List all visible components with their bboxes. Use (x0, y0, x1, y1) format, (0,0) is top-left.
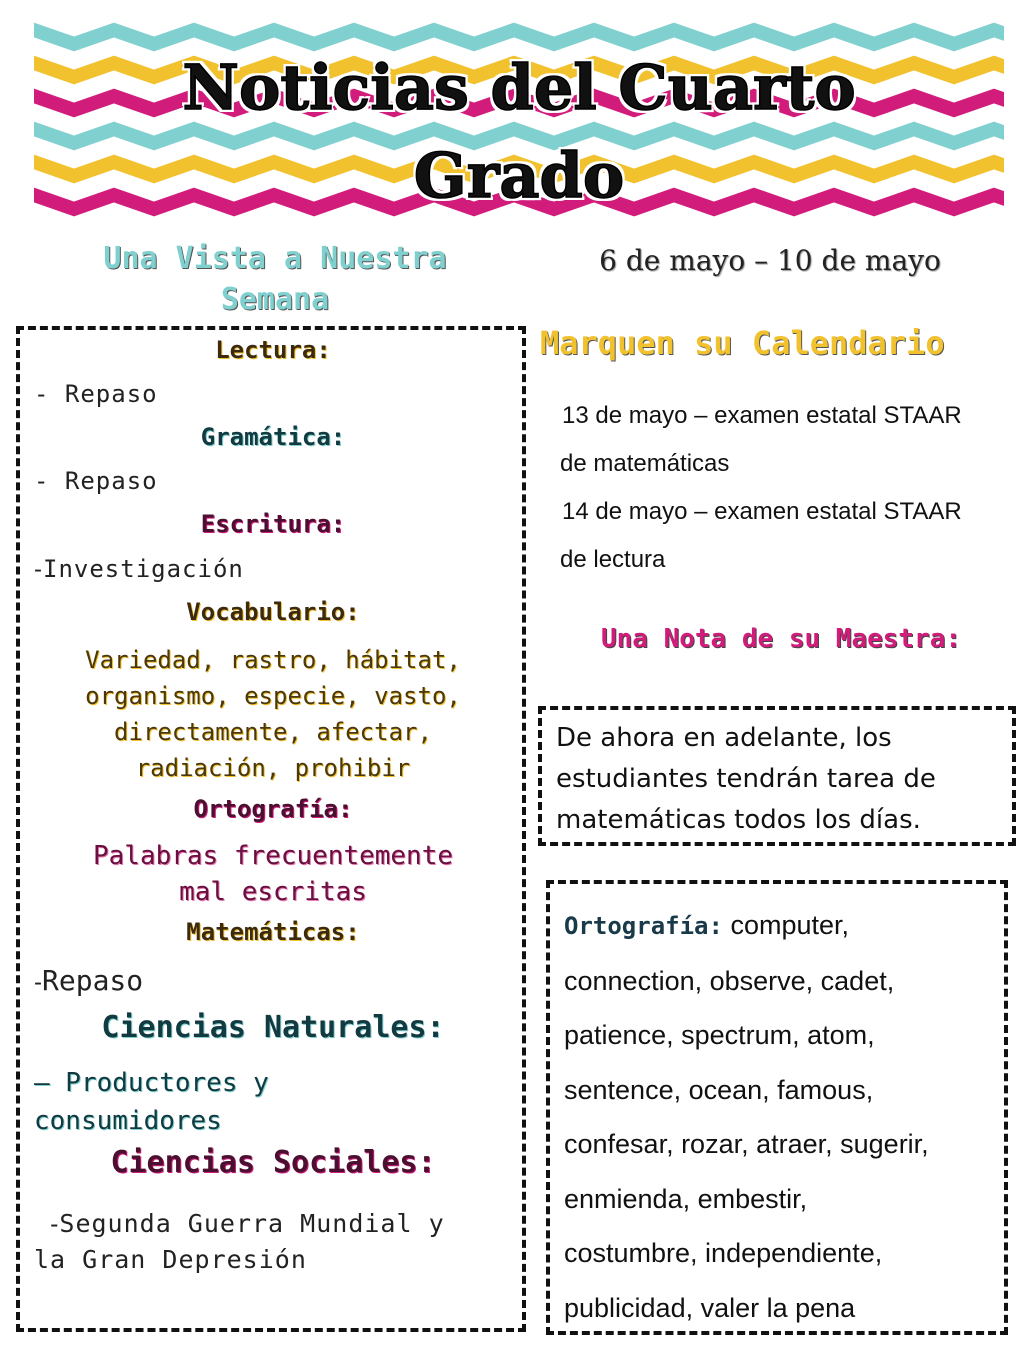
title-line-1: Noticias del Cuarto (182, 51, 856, 124)
reading-label: Lectura: (215, 336, 331, 364)
teacher-note-heading: Una Nota de su Maestra: (600, 624, 962, 654)
vocabulary-label: Vocabulario: (186, 598, 360, 626)
grammar-text: - Repaso (34, 467, 158, 495)
math-text: Repaso (42, 964, 144, 997)
science-label: Ciencias Naturales: (101, 1010, 445, 1045)
spelling-words (20, 838, 526, 910)
date-range: 6 de mayo – 10 de mayo (599, 244, 941, 277)
writing-dash: - (34, 556, 43, 583)
calendar-line: 13 de mayo – examen estatal STAAR (562, 402, 962, 429)
reading-text: - Repaso (34, 380, 158, 408)
social-label: Ciencias Sociales: (110, 1145, 436, 1180)
spelling-list-line: patience, spectrum, atom, (564, 1020, 875, 1050)
social-line: la Gran Depresión (34, 1245, 307, 1274)
spelling-list (564, 898, 1004, 1335)
title-line-2: Grado (413, 139, 625, 212)
calendar-events (562, 392, 1012, 584)
note-line: De ahora en adelante, los (556, 723, 892, 753)
spelling-list-box (546, 880, 1008, 1335)
spelling-list-first-line (564, 898, 1004, 954)
social-topic (34, 1206, 514, 1278)
vocabulary-line: Variedad, rastro, hábitat, (85, 646, 461, 674)
week-heading-line-2: Semana (220, 282, 330, 317)
vocabulary-line: organismo, especie, vasto, (85, 682, 461, 710)
writing-label: Escritura: (200, 510, 346, 538)
math-label: Matemáticas: (186, 918, 360, 946)
vocabulary-line: radiación, prohibir (135, 754, 411, 782)
spelling-list-line: confesar, rozar, atraer, sugerir, (564, 1129, 929, 1159)
chevron-stripe (34, 30, 1004, 44)
newsletter-title (34, 44, 1004, 220)
math-dash: - (34, 969, 42, 996)
spelling-line: Palabras frecuentemente (92, 841, 454, 871)
calendar-line: de matemáticas (560, 450, 730, 477)
spelling-label: Ortografía: (193, 795, 353, 823)
spelling-list-line: sentence, ocean, famous, (564, 1074, 874, 1105)
title-banner (34, 22, 1004, 220)
note-line: matemáticas todos los días. (556, 805, 921, 835)
science-line: – Productores y (34, 1068, 269, 1098)
teacher-note-box (538, 706, 1016, 846)
spelling-list-label: Ortografía: (564, 912, 723, 940)
spelling-list-line: publicidad, valer la pena (564, 1292, 856, 1323)
week-heading (60, 238, 490, 320)
calendar-line: de lectura (560, 546, 666, 573)
calendar-heading: Marquen su Calendario (540, 324, 945, 362)
spelling-line: mal escritas (179, 877, 367, 907)
social-line: -Segunda Guerra Mundial y (50, 1209, 445, 1238)
social-dash: - (50, 1210, 60, 1238)
note-line: estudiantes tendrán tarea de (556, 764, 936, 794)
week-heading-line-1: Una Vista a Nuestra (103, 241, 447, 276)
week-overview-box (16, 326, 526, 1332)
writing-item (34, 555, 514, 584)
science-line: consumidores (34, 1106, 222, 1136)
spelling-word: computer, (730, 910, 850, 940)
calendar-line: 14 de mayo – examen estatal STAAR (562, 498, 962, 525)
spelling-list-line: connection, observe, cadet, (564, 965, 895, 996)
grammar-label: Gramática: (200, 423, 346, 451)
vocabulary-words (20, 642, 526, 786)
science-topic (34, 1064, 514, 1140)
vocabulary-line: directamente, afectar, (114, 718, 432, 746)
writing-text: Investigación (43, 555, 244, 583)
teacher-note-text (556, 718, 1006, 841)
math-item (34, 964, 514, 997)
spelling-list-line: enmienda, embestir, (564, 1183, 808, 1214)
spelling-list-line: costumbre, independiente, (564, 1238, 883, 1268)
